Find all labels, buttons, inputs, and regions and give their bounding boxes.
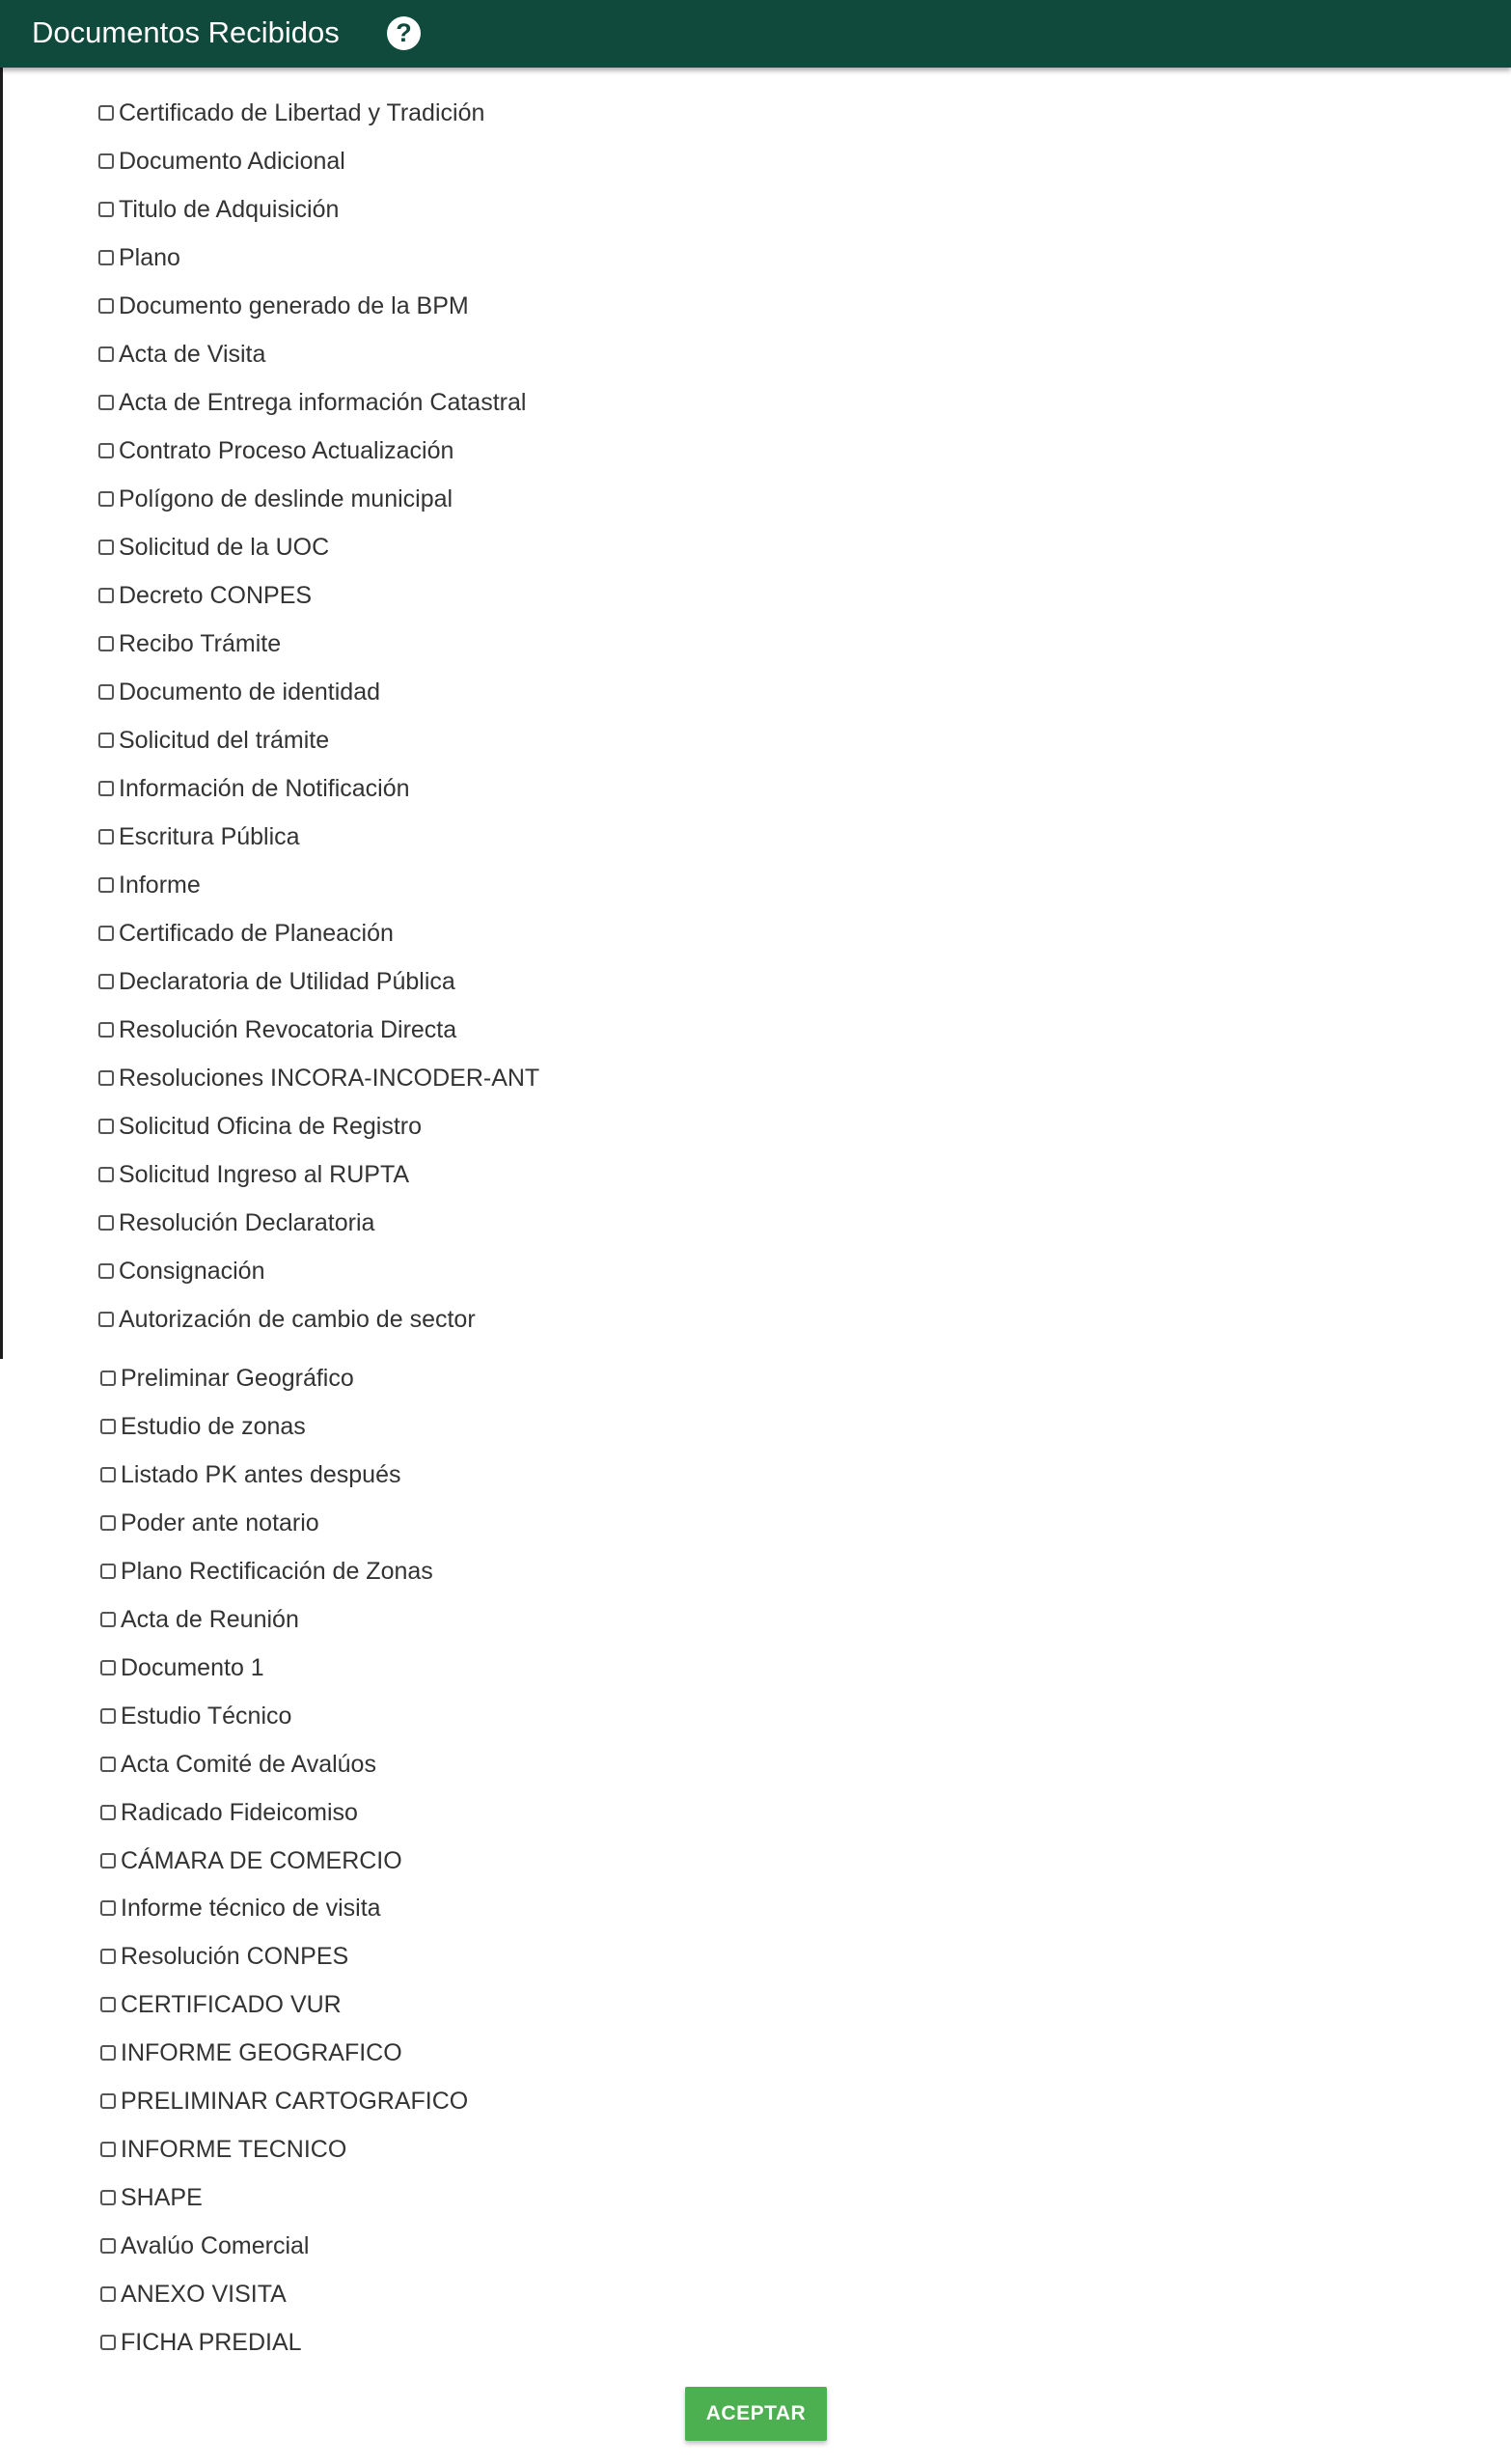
document-checkbox-item[interactable]	[98, 1204, 374, 1242]
document-checkbox-item[interactable]	[100, 1889, 381, 1927]
document-label: CERTIFICADO VUR	[121, 1991, 342, 2018]
document-checkbox-item[interactable]	[100, 2130, 346, 2169]
document-label: Resoluciones INCORA-INCODER-ANT	[119, 1065, 540, 1092]
document-label: INFORME GEOGRAFICO	[121, 2039, 402, 2066]
document-checkbox-item[interactable]	[100, 1985, 342, 2024]
checkbox[interactable]	[98, 1215, 114, 1231]
checkbox[interactable]	[100, 1805, 116, 1820]
document-label: Poder ante notario	[121, 1509, 319, 1537]
document-checkbox-item[interactable]	[98, 1155, 409, 1194]
document-label: ANEXO VISITA	[121, 2281, 287, 2308]
checkbox[interactable]	[98, 781, 114, 796]
checkbox[interactable]	[98, 1070, 114, 1086]
document-label: Informe	[119, 872, 201, 899]
document-checkbox-item[interactable]	[98, 335, 265, 374]
document-label: Polígono de deslinde municipal	[119, 485, 453, 512]
document-label: Preliminar Geográfico	[121, 1365, 354, 1392]
checkbox[interactable]	[98, 684, 114, 700]
checkbox[interactable]	[100, 1515, 116, 1531]
document-checkbox-item[interactable]	[98, 817, 300, 856]
document-checkbox-item[interactable]	[98, 673, 380, 711]
checkbox[interactable]	[100, 1997, 116, 2012]
document-checkbox-item[interactable]	[100, 1504, 319, 1542]
document-checkbox-item[interactable]	[100, 1407, 306, 1446]
document-label: Solicitud Ingreso al RUPTA	[119, 1161, 410, 1188]
checkbox[interactable]	[98, 298, 114, 314]
checkbox[interactable]	[100, 2045, 116, 2061]
document-checkbox-item[interactable]	[100, 1793, 358, 1832]
checkbox[interactable]	[98, 1022, 114, 1038]
document-checkbox-item[interactable]	[100, 1552, 433, 1591]
checkbox[interactable]	[100, 2286, 116, 2302]
document-checkbox-item[interactable]	[98, 576, 312, 615]
document-label: Acta de Visita	[119, 341, 266, 368]
document-checkbox-item[interactable]	[98, 1107, 422, 1146]
checkbox[interactable]	[98, 636, 114, 651]
document-checkbox-item[interactable]	[98, 769, 410, 808]
document-checkbox-item[interactable]	[100, 2178, 203, 2217]
document-checkbox-item[interactable]	[100, 1745, 376, 1784]
document-checkbox-item[interactable]	[100, 1937, 348, 1976]
checkbox[interactable]	[100, 1708, 116, 1724]
checkbox[interactable]	[100, 2335, 116, 2350]
checkbox[interactable]	[100, 1853, 116, 1869]
checkbox[interactable]	[100, 1370, 116, 1386]
document-checkbox-item[interactable]	[100, 2275, 287, 2313]
document-label: Avalúo Comercial	[121, 2232, 310, 2259]
document-checkbox-item[interactable]	[98, 238, 180, 277]
document-label: Documento generado de la BPM	[119, 292, 469, 319]
checkbox[interactable]	[98, 588, 114, 603]
document-label: Resolución Revocatoria Directa	[119, 1016, 457, 1043]
document-label: Solicitud de la UOC	[119, 534, 330, 561]
checkbox[interactable]	[98, 395, 114, 410]
document-checkbox-item[interactable]	[98, 914, 394, 953]
checkbox[interactable]	[100, 1949, 116, 1964]
document-label: Certificado de Planeación	[119, 920, 394, 947]
document-checkbox-item[interactable]	[98, 1011, 456, 1049]
document-label: Solicitud Oficina de Registro	[119, 1113, 423, 1140]
checkbox[interactable]	[98, 1263, 114, 1279]
document-checkbox-item[interactable]	[100, 2082, 468, 2120]
document-label: Solicitud del trámite	[119, 727, 330, 754]
document-label: PRELIMINAR CARTOGRAFICO	[121, 2088, 469, 2115]
document-label: Información de Notificación	[119, 775, 410, 802]
document-checkbox-item[interactable]	[98, 1300, 476, 1339]
help-icon[interactable]: ?	[387, 16, 421, 50]
document-label: Listado PK antes después	[121, 1461, 401, 1488]
dialog-title: Documentos Recibidos	[32, 15, 340, 49]
checkbox[interactable]	[100, 1660, 116, 1675]
document-label: Resolución CONPES	[121, 1943, 349, 1970]
document-label: Estudio Técnico	[121, 1703, 292, 1730]
checkbox[interactable]	[100, 2093, 116, 2109]
document-checkbox-item[interactable]	[98, 142, 345, 180]
document-checkbox-item[interactable]	[98, 624, 281, 663]
checkbox[interactable]	[98, 250, 114, 265]
document-label: Documento Adicional	[119, 148, 345, 175]
checkbox[interactable]	[98, 491, 114, 507]
checkbox[interactable]	[98, 105, 114, 121]
document-checkbox-item[interactable]	[100, 2323, 302, 2362]
checkbox[interactable]	[100, 2190, 116, 2205]
checkbox[interactable]	[100, 1900, 116, 1916]
document-checkbox-item[interactable]	[98, 383, 526, 422]
checkbox[interactable]	[98, 733, 114, 748]
checkbox[interactable]	[98, 153, 114, 169]
document-label: Autorización de cambio de sector	[119, 1306, 476, 1333]
dialog-header	[0, 0, 1511, 68]
document-label: Decreto CONPES	[119, 582, 313, 609]
checkbox[interactable]	[98, 829, 114, 844]
document-checkbox-item[interactable]	[98, 431, 453, 470]
checkbox[interactable]	[100, 1467, 116, 1482]
document-label: Recibo Trámite	[119, 630, 282, 657]
checkbox[interactable]	[98, 1312, 114, 1327]
document-checkbox-item[interactable]	[98, 1252, 265, 1290]
document-label: Acta de Reunión	[121, 1606, 299, 1633]
checkbox[interactable]	[98, 926, 114, 941]
checkbox[interactable]	[98, 443, 114, 458]
document-checkbox-item[interactable]	[98, 190, 339, 229]
document-label: Estudio de zonas	[121, 1413, 306, 1440]
checkbox[interactable]	[100, 2142, 116, 2157]
document-checkbox-item[interactable]	[100, 1648, 264, 1687]
document-checkbox-item[interactable]	[100, 1697, 291, 1735]
document-checkbox-item[interactable]	[98, 1059, 539, 1097]
checkbox[interactable]	[98, 877, 114, 893]
document-label: Titulo de Adquisición	[119, 196, 340, 223]
document-checkbox-item[interactable]	[98, 94, 484, 132]
document-checkbox-item[interactable]	[100, 1455, 400, 1494]
document-checkbox-item[interactable]	[98, 866, 201, 904]
document-checkbox-item[interactable]	[100, 2034, 402, 2072]
document-label: FICHA PREDIAL	[121, 2329, 302, 2356]
checkbox[interactable]	[98, 1167, 114, 1182]
document-label: Informe técnico de visita	[121, 1895, 381, 1922]
document-label: CÁMARA DE COMERCIO	[121, 1847, 402, 1874]
document-label: Acta de Entrega información Catastral	[119, 389, 527, 416]
document-label: Declaratoria de Utilidad Pública	[119, 968, 455, 995]
document-label: Radicado Fideicomiso	[121, 1799, 358, 1826]
checkbox[interactable]	[100, 1612, 116, 1627]
document-label: Resolución Declaratoria	[119, 1209, 375, 1236]
document-label: Documento 1	[121, 1654, 264, 1681]
accept-button[interactable]: ACEPTAR	[685, 2387, 827, 2441]
document-checkbox-item[interactable]	[98, 528, 329, 567]
document-checkbox-item[interactable]	[100, 1841, 402, 1880]
checkbox[interactable]	[98, 346, 114, 362]
document-checkbox-item[interactable]	[98, 721, 329, 760]
document-label: Documento de identidad	[119, 678, 381, 706]
document-label: Consignación	[119, 1258, 265, 1285]
document-label: Plano	[119, 244, 180, 271]
document-checkbox-item[interactable]	[98, 287, 469, 325]
document-checkbox-item[interactable]	[100, 1359, 354, 1398]
document-label: Certificado de Libertad y Tradición	[119, 99, 485, 126]
document-label: Plano Rectificación de Zonas	[121, 1558, 433, 1585]
document-checkbox-item[interactable]	[98, 962, 455, 1001]
checkbox[interactable]	[98, 974, 114, 989]
checkbox[interactable]	[100, 2238, 116, 2254]
document-label: Escritura Pública	[119, 823, 300, 850]
document-label: Acta Comité de Avalúos	[121, 1751, 376, 1778]
checkbox[interactable]	[100, 1564, 116, 1579]
document-label: Contrato Proceso Actualización	[119, 437, 454, 464]
document-checkbox-item[interactable]	[98, 480, 453, 518]
checkbox[interactable]	[98, 1119, 114, 1134]
checkbox[interactable]	[100, 1757, 116, 1772]
checkbox[interactable]	[98, 202, 114, 217]
checkbox[interactable]	[98, 540, 114, 555]
document-label: SHAPE	[121, 2184, 203, 2211]
document-checkbox-item[interactable]	[100, 2227, 309, 2265]
document-label: INFORME TECNICO	[121, 2136, 347, 2163]
checkbox[interactable]	[100, 1419, 116, 1434]
document-checkbox-item[interactable]	[100, 1600, 299, 1639]
